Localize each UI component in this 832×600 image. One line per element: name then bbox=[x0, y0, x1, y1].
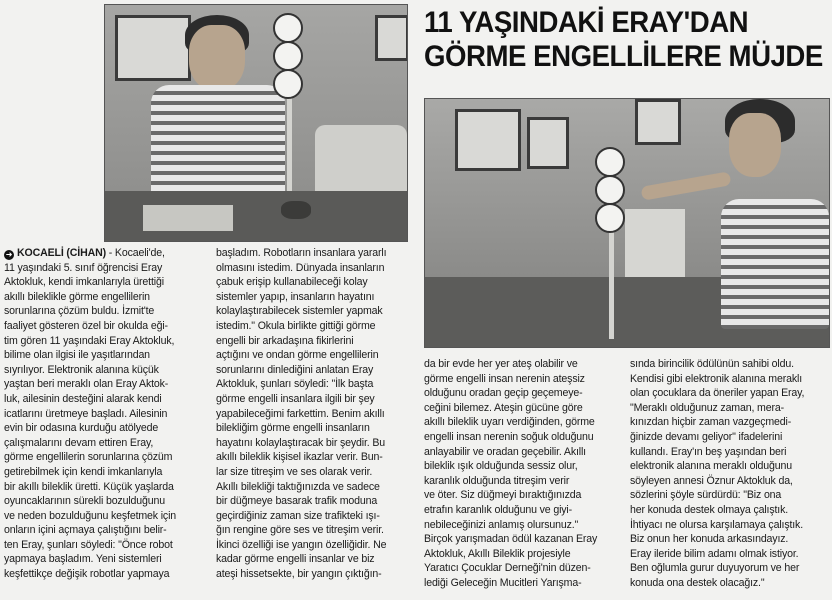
headline-line-2: GÖRME ENGELLİLERE MÜJDE bbox=[424, 40, 823, 73]
text-line: ten Eray, şunları söyledi: "Önce robot bbox=[4, 538, 173, 551]
text-line: yaştan beri meraklı olan Eray Aktok- bbox=[4, 378, 169, 391]
text-line: olduğunu oradan geçip geçemeye- bbox=[424, 387, 583, 400]
text-line: luk, ailesinin desteğini alarak kendi bbox=[4, 392, 162, 405]
text-line: oyuncaklarının sürekli bozulduğunu bbox=[4, 495, 165, 508]
text-line: bileklik ışık olduğunda sessiz olur, bbox=[424, 460, 578, 473]
text-line: ğın rengine göre ses ve titreşim verir. bbox=[216, 524, 384, 537]
text-line: karanlık olduğunda titreşim verir bbox=[424, 474, 570, 487]
text-line: onların içini açmaya çalıştığını belir- bbox=[4, 524, 167, 537]
text-column-4 bbox=[630, 357, 828, 598]
text-line: icatlarını üretmeye başladı. Ailesinin bbox=[4, 407, 168, 420]
text-line: 11 yaşındaki 5. sınıf öğrencisi Eray bbox=[4, 261, 163, 274]
text-line: yapabileceğimi farkettim. Benim akıllı bbox=[216, 407, 385, 420]
arrow-right-circle-icon: ➜ bbox=[5, 250, 13, 259]
text-line: kınızdan hiçbir zaman vazgeçmedi- bbox=[630, 416, 792, 429]
text-line: ateşi hissetsekte, bir yangın çıktığın- bbox=[216, 568, 382, 581]
text-line: Aktokluk, kendi imkanlarıyla ürettiği bbox=[4, 276, 164, 289]
text-line: hayatını kolaylaştıracak bir şeydir. Bu bbox=[216, 436, 386, 449]
text-line: görme engelli insanlara ilgili bir şey bbox=[216, 392, 375, 405]
text-line: görme engelli insan nerenin ateşsiz bbox=[424, 372, 585, 385]
text-line: - Kocaeli'de, bbox=[108, 247, 165, 259]
text-line: çalışmalarını devam ettiren Eray, bbox=[4, 436, 154, 449]
text-line: söyleyen annesi Öznur Aktokluk da, bbox=[630, 474, 793, 487]
text-line: Kendisi gibi elektronik alanına meraklı bbox=[630, 372, 802, 385]
text-line: olan çocuklara da öneriler yapan Eray, bbox=[630, 387, 805, 400]
text-line: sözlerini şöyle sürdürdü: "Biz ona bbox=[630, 489, 782, 502]
text-line: sorunlarına çözüm buldu. İzmit'te bbox=[4, 305, 155, 318]
text-line: sorunlarını dinlediğini anlatan Eray bbox=[216, 363, 374, 376]
text-line: ğinizde devamı geliyor" ifadelerini bbox=[630, 430, 783, 443]
text-line: bir akıllı bileklik üretti. Küçük yaşlarda bbox=[4, 480, 174, 493]
text-line: lediği Geleceğin Mucitleri Yarışma- bbox=[424, 576, 582, 589]
text-line: nebileceğinizi anlamış olursunuz." bbox=[424, 518, 579, 531]
text-line: görme engellilerin sorunlarına çözüm bbox=[4, 451, 173, 464]
text-column-3 bbox=[424, 357, 622, 598]
text-line: Ben oğlumla gurur duyuyorum ve her bbox=[630, 562, 800, 575]
text-line: sıyrılıyor. Elektronik alanına küçük bbox=[4, 363, 159, 376]
text-column-1 bbox=[4, 246, 210, 598]
text-line: Yaratıcı Çocuklar Derneği'nin düzen- bbox=[424, 562, 591, 575]
text-line: da bir evde her yer ateş olabilir ve bbox=[424, 358, 578, 370]
article-headline bbox=[424, 6, 823, 74]
text-line: engelli insan nerenin soğuk olduğunu bbox=[424, 430, 594, 443]
text-line: çabuk erişip kullanabileceği kolay bbox=[216, 276, 368, 289]
text-line: konuda ona destek olacağız." bbox=[630, 576, 765, 589]
text-line: etrafın karanlık olduğunu ve giyi- bbox=[424, 503, 573, 516]
photo-eray-with-device bbox=[424, 98, 830, 348]
headline-line-1: 11 YAŞINDAKİ ERAY'DAN bbox=[424, 6, 749, 39]
dateline: KOCAELİ (CİHAN) bbox=[17, 247, 106, 259]
text-line: akıllı bileklik kişisel ikazlar verir. Bun- bbox=[216, 451, 383, 464]
text-line: istedim." Okula birlikte gittiği görme bbox=[216, 319, 376, 332]
text-line: İhtiyacı ne olursa karşılamaya çalıştık. bbox=[630, 518, 803, 531]
text-line: tim gören 11 yaşındaki Eray Aktokluk, bbox=[4, 334, 175, 347]
photo-eray-with-table bbox=[104, 4, 408, 242]
text-line: ceğini bilemez. Ateşin gücüne göre bbox=[424, 401, 583, 414]
text-line: elektronik alanına meraklı olduğunu bbox=[630, 460, 793, 473]
text-line: Biz onun her konuda arkasındayız. bbox=[630, 533, 789, 546]
text-line: başladım. Robotların insanlara yararlı bbox=[216, 247, 387, 259]
text-column-2 bbox=[216, 246, 416, 598]
text-line: "Meraklı olduğunuz zaman, mera- bbox=[630, 401, 784, 414]
text-line: olmasını istedim. Dünyada insanların bbox=[216, 261, 385, 274]
text-line: kadar görme engelli insanlar ve biz bbox=[216, 553, 375, 566]
text-line: Aktokluk, Akıllı Bileklik projesiyle bbox=[424, 547, 571, 560]
text-line: evin bir odasına kurduğu atölyede bbox=[4, 422, 159, 435]
text-line: açtığını ve ondan görme engellilerin bbox=[216, 349, 379, 362]
text-line: getirebilmek için kendi imkanlarıyla bbox=[4, 465, 163, 478]
text-line: bilekliğim görme engelli insanların bbox=[216, 422, 370, 435]
text-line: Eray ileride bilim adamı olmak istiyor. bbox=[630, 547, 799, 560]
text-line: ve öter. Siz düğmeyi bıraktığınızda bbox=[424, 489, 582, 502]
text-line: ve neden bozulduğunu keşfetmek için bbox=[4, 509, 177, 522]
text-line: faaliyet gösteren özel bir okulda eği- bbox=[4, 319, 168, 332]
text-line: Birçok yarışmadan ödül kazanan Eray bbox=[424, 533, 598, 546]
text-line: bir düğmeye basarak trafik moduna bbox=[216, 495, 378, 508]
text-line: akıllı bileklik uyarı verdiğinden, görme bbox=[424, 416, 595, 429]
text-line: geçirdiğiniz zaman size trafikteki ışı- bbox=[216, 509, 380, 522]
text-line: her konuda destek olmaya çalıştık. bbox=[630, 503, 789, 516]
text-line: kullandı. Eray'ın beş yaşından beri bbox=[630, 445, 787, 458]
text-line: sında birincilik ödülünün sahibi oldu. bbox=[630, 358, 794, 370]
text-line: kolaylaştırabilecek sistemler yapmak bbox=[216, 305, 383, 318]
text-line: Aktokluk, şunları söyledi: "İlk başta bbox=[216, 378, 374, 391]
text-line: akıllı bileklikle görme engellilerin bbox=[4, 290, 150, 303]
text-line: sistemler yapıp, insanların hayatını bbox=[216, 290, 375, 303]
text-line: keşfettikçe değişik robotlar yapmaya bbox=[4, 568, 170, 581]
text-line: İkinci özelliği ise yangın özelliğidir. Ne bbox=[216, 538, 387, 551]
text-line: anlayabilir ve oradan geçebilir. Akıllı bbox=[424, 445, 586, 458]
text-line: lar size titreşim ve ses olarak verir. bbox=[216, 465, 373, 478]
text-line: yapmaya başladım. Yeni sistemleri bbox=[4, 553, 162, 566]
text-line: engelli bir arkadaşına fikirlerini bbox=[216, 334, 354, 347]
text-line: Akıllı bilekliği taktığınızda ve sadece bbox=[216, 480, 380, 493]
text-line: bilime olan ilgisi ile yaşıtlarından bbox=[4, 349, 150, 362]
